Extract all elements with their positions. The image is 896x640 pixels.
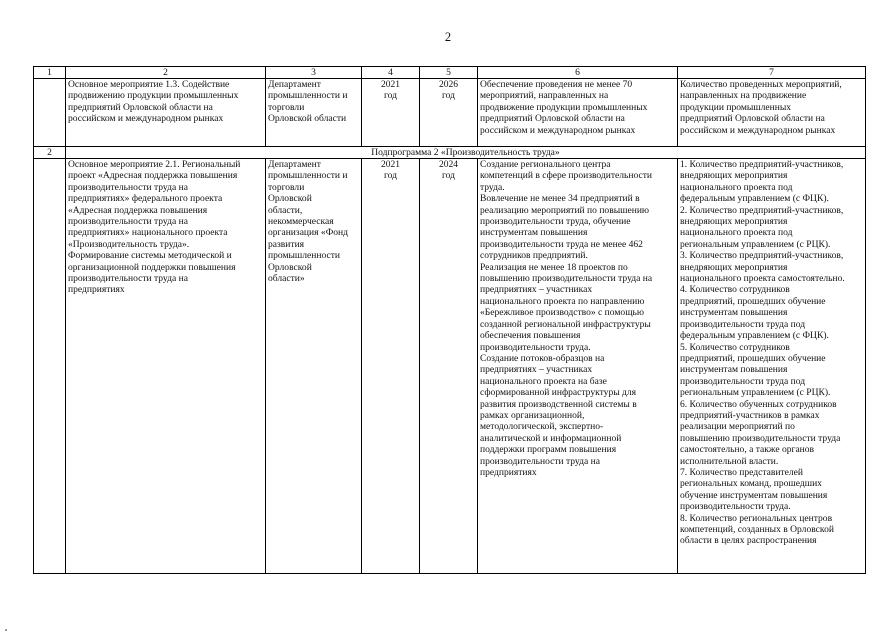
end-year-cell [420, 79, 478, 147]
indicator-line: направленных на продвижение [680, 90, 807, 102]
result-cell [478, 159, 678, 574]
row-number-cell [34, 79, 66, 147]
result-line: производительности труда на [480, 455, 600, 467]
column-number: 7 [678, 67, 866, 79]
table-row [34, 79, 866, 147]
program-table [33, 66, 866, 574]
indicator-line: федеральным управлением (с ФЦК). [680, 193, 829, 205]
executor-line: Орловской [268, 193, 312, 205]
subprogram-title: Подпрограмма 2 «Производительность труда» [66, 147, 866, 159]
indicator-line: национального проекта под [680, 227, 793, 239]
indicator-line: региональным управлением (с РЦК). [680, 387, 831, 399]
result-line: предприятий Орловской области на [480, 113, 625, 125]
result-line: мероприятий, направленных на [480, 90, 609, 102]
page-number: 2 [444, 30, 452, 44]
indicator-line: исполнительной власти. [680, 455, 779, 467]
indicator-line: региональных команд, прошедших [680, 478, 822, 490]
indicator-line: обучение инструментам повышения [680, 489, 828, 501]
executor-line: развития [268, 238, 305, 250]
table-row [34, 159, 866, 574]
indicator-line: российском и международном рынках [680, 124, 836, 136]
measure-line: Формирование системы методической и [68, 250, 232, 262]
indicator-line: 2. Количество предприятий-участников, [680, 204, 844, 216]
result-line: национального проекта на базе [480, 375, 607, 387]
result-line: «Бережливое производство» с помощью [480, 307, 645, 319]
result-line: труда. [480, 181, 505, 193]
indicator-line: 4. Количество сотрудников [680, 284, 790, 296]
column-number-header [34, 67, 866, 79]
measure-line: проект «Адресная поддержка повышения [68, 170, 238, 182]
measure-line: предприятиях [68, 284, 125, 296]
result-line: поддержки программ повышения [480, 444, 617, 456]
indicator-line: национального проекта под [680, 181, 793, 193]
indicator-line: инструментам повышения [680, 307, 788, 319]
indicator-line: федеральным управлением (с ФЦК). [680, 330, 829, 342]
measure-line: производительности труда на [68, 273, 188, 285]
result-line: национального проекта по направлению [480, 295, 645, 307]
start-year-cell [362, 79, 420, 147]
measure-line: предприятиях» федерального проекта [68, 193, 223, 205]
end-year-cell [420, 159, 478, 574]
indicator-line: внедряющих мероприятия [680, 170, 788, 182]
indicator-line: 6. Количество обученных сотрудников [680, 398, 837, 410]
executor-line: Орловской области [268, 113, 347, 125]
indicator-line: национального проекта самостоятельно. [680, 273, 845, 285]
result-line: реализацию мероприятий по повышению [480, 204, 650, 216]
indicator-line: предприятий-участников в рамках [680, 409, 820, 421]
indicator-cell [678, 159, 866, 574]
end-year-unit: год [441, 170, 456, 182]
scan-speck [5, 629, 7, 631]
executor-line: промышленности и [268, 170, 348, 182]
indicator-line: реализации мероприятий по [680, 421, 795, 433]
executor-line: торговли [268, 101, 305, 113]
executor-cell [266, 79, 362, 147]
column-number: 4 [362, 67, 420, 79]
result-line: компетенций в сфере производительности [480, 170, 653, 182]
indicator-line: производительности труда под [680, 318, 806, 330]
indicator-line: внедряющих мероприятия [680, 261, 788, 273]
indicator-line: продукции промышленных [680, 101, 792, 113]
measure-line: предприятий Орловской области на [68, 101, 213, 113]
measure-line: Основное мероприятие 2.1. Региональный [68, 159, 241, 170]
executor-line: Орловской [268, 261, 312, 273]
measure-line: организационной поддержки повышения [68, 261, 236, 273]
start-year: 2021 [380, 79, 401, 90]
column-number: 6 [478, 67, 678, 79]
result-line: Обеспечение проведения не менее 70 [480, 79, 633, 90]
result-line: повышению производительности труда на [480, 273, 653, 285]
executor-line: организация «Фонд [268, 227, 348, 239]
column-number: 5 [420, 67, 478, 79]
result-line: методологической, экспертно- [480, 421, 604, 433]
start-year-cell [362, 159, 420, 574]
result-line: рамках организационной, [480, 409, 585, 421]
result-line: российском и международном рынках [480, 124, 636, 136]
subprogram-number: 2 [34, 147, 66, 159]
indicator-line: области в целях распространения [680, 535, 817, 547]
indicator-cell [678, 79, 866, 147]
result-line: созданной региональной инфраструктуры [480, 318, 651, 330]
start-year-unit: год [383, 170, 398, 182]
result-line: сформированной инфраструктуры для [480, 387, 637, 399]
indicator-line: предприятий, прошедших обучение [680, 352, 826, 364]
result-line: Вовлечение не менее 34 предприятий в [480, 193, 640, 205]
executor-line: области, [268, 204, 303, 216]
result-line: предприятиях – участниках [480, 364, 593, 376]
executor-line: некоммерческая [268, 216, 334, 228]
measure-line: «Производительность труда». [68, 238, 190, 250]
measure-line: Основное мероприятие 1.3. Содействие [68, 79, 230, 90]
measure-cell [66, 79, 266, 147]
result-line: производительности труда, обучение [480, 216, 631, 228]
indicator-line: 1. Количество предприятий-участников, [680, 159, 844, 170]
measure-line: предприятиях» национального проекта [68, 227, 228, 239]
indicator-line: самостоятельно, а также органов [680, 444, 815, 456]
measure-line: российском и международном рынках [68, 113, 224, 125]
executor-cell [266, 159, 362, 574]
executor-line: Департамент [268, 159, 321, 170]
indicator-line: внедряющих мероприятия [680, 216, 788, 228]
subprogram-row [34, 147, 866, 159]
result-line: обеспечения повышения [480, 330, 581, 342]
result-cell [478, 79, 678, 147]
indicator-line: производительности труда под [680, 375, 806, 387]
result-line: Создание потоков-образцов на [480, 352, 605, 364]
executor-line: промышленности и [268, 90, 348, 102]
indicator-line: 3. Количество предприятий-участников, [680, 250, 844, 262]
measure-line: «Адресная поддержка повышения [68, 204, 208, 216]
result-line: предприятиях – участниках [480, 284, 593, 296]
end-year: 2024 [438, 159, 459, 170]
result-line: предприятиях [480, 466, 537, 478]
indicator-line: 8. Количество региональных центров [680, 512, 833, 524]
end-year: 2026 [438, 79, 459, 90]
indicator-line: предприятий Орловской области на [680, 113, 825, 125]
row-number-cell [34, 159, 66, 574]
result-line: Реализация не менее 18 проектов по [480, 261, 628, 273]
result-line: производительности труда. [480, 341, 591, 353]
column-number: 1 [34, 67, 66, 79]
result-line: развития производственной системы в [480, 398, 637, 410]
executor-line: области» [268, 273, 305, 285]
measure-line: производительности труда на [68, 216, 188, 228]
column-number: 2 [66, 67, 266, 79]
indicator-line: предприятий, прошедших обучение [680, 295, 826, 307]
indicator-line: повышению производительности труда [680, 432, 841, 444]
result-line: инструментам повышения [480, 227, 588, 239]
indicator-line: 7. Количество представителей [680, 466, 803, 478]
indicator-line: компетенций, созданных в Орловской [680, 524, 834, 535]
indicator-line: Количество проведенных мероприятий, [680, 79, 842, 90]
result-line: продвижение продукции промышленных [480, 101, 648, 113]
column-number: 3 [266, 67, 362, 79]
result-line: аналитической и информационной [480, 432, 622, 444]
end-year-unit: год [441, 90, 456, 102]
result-line: сотрудников предприятий. [480, 250, 588, 262]
result-line: производительности труда не менее 462 [480, 238, 643, 250]
measure-cell [66, 159, 266, 574]
indicator-line: региональным управлением (с РЦК). [680, 238, 831, 250]
result-line: Создание регионального центра [480, 159, 611, 170]
start-year-unit: год [383, 90, 398, 102]
measure-line: продвижению продукции промышленных [68, 90, 239, 102]
start-year: 2021 [380, 159, 401, 170]
executor-line: Департамент [268, 79, 321, 90]
indicator-line: инструментам повышения [680, 364, 788, 376]
executor-line: промышленности [268, 250, 341, 262]
measure-line: производительности труда на [68, 181, 188, 193]
executor-line: торговли [268, 181, 305, 193]
indicator-line: 5. Количество сотрудников [680, 341, 790, 353]
indicator-line: производительности труда. [680, 501, 791, 513]
